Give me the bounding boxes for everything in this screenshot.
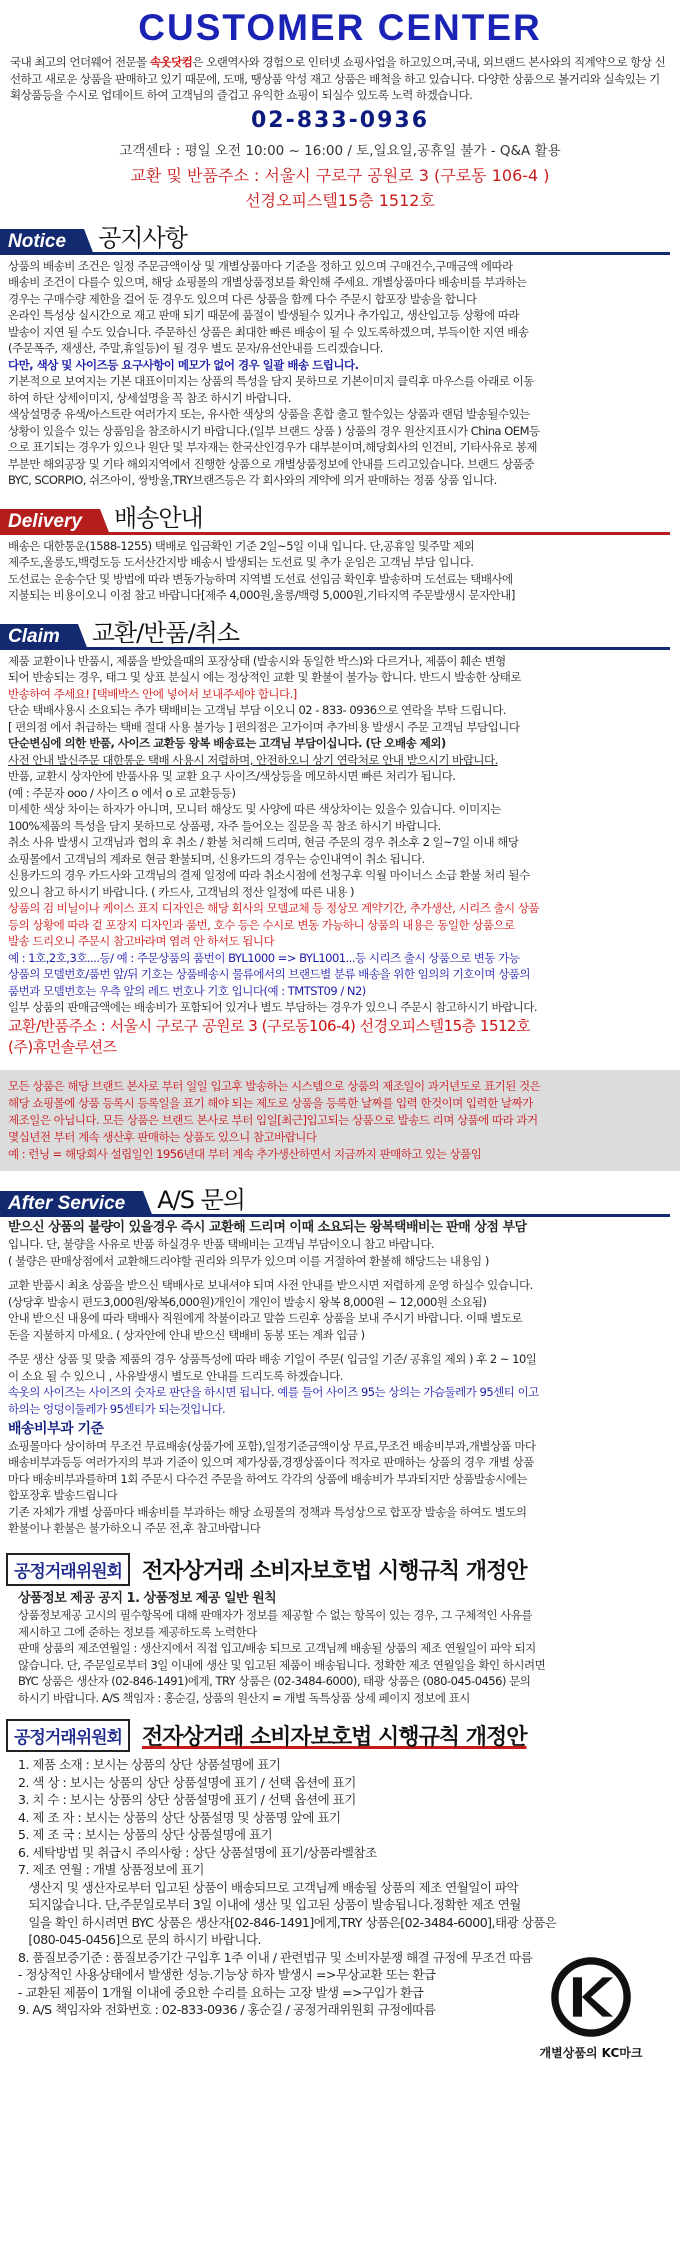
notice-line: 으로 표기되는 경우가 있으나 원단 및 부자재는 한국산인경우가 대부분이며,해당회사의 인건비, 기타사유로 봉제 <box>8 440 538 454</box>
notice-line: 배송비 조건이 다를수 있으며, 해당 쇼핑몰의 개별상품정보를 확인해 주세요. 개별상품마다 배송비를 부과하는 <box>8 275 527 289</box>
delivery-badge: Delivery <box>0 509 100 535</box>
section-divider <box>0 252 670 255</box>
notice-badge: Notice <box>0 229 84 255</box>
ftc-item: 생산지 및 생산자로부터 입고된 상품이 배송되므로 고객님께 배송될 상품의 제조 연월일이 파악 <box>18 1879 519 1895</box>
claim-line: 단순변심에 의한 반품, 사이즈 교환등 왕복 배송료는 고객님 부담이십니다. (단 오배송 제외) <box>8 736 446 750</box>
kc-mark-block <box>536 1956 646 2061</box>
as-header <box>0 1181 680 1217</box>
as-body <box>0 1217 680 1537</box>
page-title: CUSTOMER CENTER <box>138 7 542 48</box>
claim-return-address: 교환/반품주소 : 서울시 구로구 공원로 3 (구로동106-4) 선경오피스텔15층 1512호 <box>8 1016 531 1035</box>
claim-title: 교환/반품/취소 <box>91 618 240 647</box>
claim-line: 쇼핑몰에서 고객님의 계좌로 현금 환불되며, 신용카드의 경우는 승인내역이 취소 됩니다. <box>8 851 425 866</box>
as-badge: After Service <box>0 1191 143 1217</box>
phone-number: 02-833-0936 <box>250 107 430 133</box>
ftc-body-1 <box>0 1589 680 1707</box>
claim-line: 있으니 참고 하시기 바랍니다. ( 카드사, 고객님의 정산 일정에 따른 내용 ) <box>8 884 355 899</box>
delivery-line: 도선료는 운송수단 및 방법에 따라 변동가능하며 지역별 도선료 선입금 확인후 발송하며 도선료는 택배사에 <box>8 571 513 586</box>
ftc-item: [080-045-0456]으로 문의 하시기 바랍니다. <box>18 1932 261 1947</box>
ftc-item: - 정상적인 사용상태에서 발생한 성능.기능상 하자 발생시 =>무상교환 또는 환급 <box>18 1967 436 1982</box>
ftc-logo: 공정거래위원회 <box>6 1719 130 1752</box>
claim-body <box>0 650 680 1058</box>
ftc-item: 7. 제조 연월 : 개별 상품정보에 표기 <box>18 1862 204 1877</box>
notice-line: 경우는 구매수량 제한을 걸어 둔 경우도 있으며 다른 상품을 함께 다수 주문시 합포장 발송을 합니다 <box>8 291 477 306</box>
ftc-title: 전자상거래 소비자보호법 시행규칙 개정안 <box>141 1559 527 1584</box>
as-line: ( 불량은 판매상점에서 교환해드리야할 권리와 의무가 있으며 이를 거절하여 환불해 해당드는 내용임 ) <box>8 1253 489 1268</box>
claim-line: [ 편의점 에서 취급하는 택배 절대 사용 불가능 ] 편의점은 고가이며 추가비용 발생시 주문 고객님 부담입니다 <box>8 719 520 734</box>
notice-header <box>0 219 680 255</box>
ftc-item: 2. 색 상 : 보시는 상품의 상단 상품설명에 표기 / 선택 옵션에 표기 <box>18 1774 356 1790</box>
as-line: 이 소요 될 수 있으니 , 사유발생시 별도로 안내를 드리도록 하겠습니다. <box>8 1368 343 1383</box>
as-line: 돈을 지불하지 마세요. ( 상자안에 안내 받으신 택배비 동봉 또는 계좌 입금 ) <box>8 1327 365 1342</box>
ftc-item: 9. A/S 책임자와 전화번호 : 02-833-0936 / 홍순길 / 공정거래위원회 규정에따름 <box>18 2002 436 2017</box>
page <box>0 6 680 2249</box>
ftc-item: 1. 제품 소재 : 보시는 상품의 상단 상품설명에 표기 <box>18 1757 281 1772</box>
notice-title: 공지사항 <box>98 223 187 252</box>
claim-line: 취소 사유 발생시 고객님과 협의 후 취소 / 환불 처리해 드리며, 현금 주문의 경우 취소후 2 일~7일 이내 해당 <box>8 835 519 849</box>
delivery-line: 제주도,울릉도,백령도등 도서산간지방 배송시 발생되는 도선료 및 추가 운임은 고객님 부담 입니다. <box>8 555 474 569</box>
intro-pre: 국내 최고의 언더웨어 전문몰 <box>10 55 150 69</box>
claim-line: (예 : 주문자 ooo / 사이즈 o 에서 o 로 교환등등) <box>8 785 236 800</box>
claim-line: 예 : 1호,2호,3호....등/ 예 : 주문상품의 품번이 BYL1000 => BYL1001...등 시리즈 출시 상품으로 변동 가능 <box>8 950 520 965</box>
ftc-header-1 <box>0 1551 680 1589</box>
shipping-fee-heading: 배송비부과 기준 <box>8 1421 104 1437</box>
intro-post: 은 오랜역사와 경험으로 인터넷 쇼핑사업을 하고있으며,국내, 외브랜드 본사와의 직계약으로 항상 신선하고 새로운 상품을 판매하고 있기 때문에, 도매, 땡상품 악성 재고 상품은 배척을 하고 있습니다. 다양한 상품으로 볼거리와 실속있는 기획상품등을 수시로 업데이트 하여 고객님의 즐겁고 유익한 쇼핑이 되실수 있도록 노력 하겠습니다. <box>10 55 666 102</box>
delivery-title: 배송안내 <box>113 503 203 532</box>
notice-line: 발송이 지연 될 수도 있습니다. 주문하신 상품은 최대한 빠른 배송이 될 수 있도록하겠으며, 부득이한 지연 배송 <box>8 324 529 339</box>
claim-line: 신용카드의 경우 카드사와 고객님의 결제 일정에 따라 취소시점에 선청구후 익월 마이너스 소급 환불 처리 될수 <box>8 868 530 882</box>
as-line: (상당후 발송시 편도3,000원/왕복6,000원)개인이 개인이 발송시 왕복 8,000원 ~ 12,000원 소요됨) <box>8 1294 487 1309</box>
ftc-item: - 교환된 제품이 1개월 이내에 중요한 수리를 요하는 고장 발생 =>구입가 환급 <box>18 1984 424 2000</box>
notice-line: 상품의 배송비 조건은 일정 주문금액이상 및 개별상품마다 기준을 정하고 있으며 구매건수,구매금액 에따라 <box>8 258 513 273</box>
notice-line: 부분만 해외공장 및 기타 해외지역에서 진행한 상품으로 개별상품정보에 안내를 드리고있습니다. 브랜드 상품중 <box>8 456 534 471</box>
claim-line: 일부 상품의 판매금액에는 배송비가 포함되어 있거나 별도 부담하는 경우가 있으니 주문시 참고하시기 바랍니다. <box>8 1000 538 1014</box>
as-line: 입니다. 단, 불량을 사유로 반품 하실경우 반품 택배비는 고객님 부담이오니 참고 바랍니다. <box>8 1237 435 1251</box>
ftc-line: 하시기 바랍니다. A/S 책임자 : 홍순길, 상품의 원산지 = 개별 독특상품 상세 페이지 정보에 표시 <box>18 1690 470 1705</box>
warning-line: 예 : 런닝 = 해당회사 설립일인 1956년대 부터 계속 추가생산하면서 지금까지 판매하고 있는 상품임 <box>8 1146 482 1161</box>
notice-line: (주문폭주, 재생산, 주말,휴일등)이 될 경우 별도 문자/유선안내를 드리겠습니다. <box>8 341 383 355</box>
warning-line: 모든 상품은 해당 브랜드 본사로 부터 일일 입고후 발송하는 시스템으로 상품의 제조일이 과거년도로 표기된 것은 <box>8 1078 541 1093</box>
claim-line: 미세한 색상 차이는 하자가 아니며, 모니터 해상도 및 사양에 따른 색상차이는 있을수 있습니다. 이미지는 <box>8 802 501 816</box>
customer-center-header <box>0 6 680 211</box>
ftc-line: BYC 상품은 생산자 (02-846-1491)에게, TRY 상품은 (02-3484-6000), 태광 상품은 (080-045-0456) 문의 <box>18 1674 531 1688</box>
ftc-item: 되지않습니다. 단,주문일로부터 3일 이내에 생산 및 입고된 상품이 발송됩니다.정확한 제조 연월 <box>18 1897 521 1912</box>
claim-line: 품번과 모델번호는 우측 앞의 레드 번호나 기호 입니다(예 : TMTST09 / N2) <box>8 983 366 998</box>
section-divider <box>0 1214 670 1217</box>
ftc-item: 5. 제 조 국 : 보시는 상품의 상단 상품설명에 표기 <box>18 1827 273 1842</box>
as-line: 배송비부과등등 여러가지의 부과 기준이 있으며 제가상품,경쟁상품이다 적자로 판매하는 상품의 경우 개별 상품 <box>8 1455 534 1469</box>
section-divider <box>0 532 670 535</box>
claim-line: 100%제품의 특성을 담지 못하므로 상품평, 자주 들어오는 질문을 꼭 참조 하시기 바랍니다. <box>8 818 441 833</box>
notice-body <box>0 255 680 489</box>
as-line: 안내 받으신 내용에 따라 택배사 직원에게 착불이라고 말씀 드린후 상품을 보내 주시기 바랍니다. 이때 별도로 <box>8 1311 523 1325</box>
claim-line: 발송 드리오니 주문시 참고바라며 염려 안 하셔도 됩니다 <box>8 934 275 948</box>
as-line: 주문 생산 상품 및 맞춤 제품의 경우 상품특성에 따라 배송 기일이 주문( 입금일 기준/ 공휴일 제외 ) 후 2 ~ 10일 <box>8 1352 537 1366</box>
as-line: 하의는 엉덩이둘레가 95센티가 되는것입니다. <box>8 1401 226 1416</box>
business-hours: 고객센타 : 평일 오전 10:00 ~ 16:00 / 토,일요일,공휴일 불가 - Q&A 활용 <box>119 142 561 159</box>
as-line: 받으신 상품의 불량이 있을경우 즉시 교환해 드리며 이때 소요되는 왕복택배비는 판매 상점 부담 <box>8 1219 527 1235</box>
notice-line: BYC, SCORPIO, 쉬즈아이, 쌍방울,TRY브랜즈등은 각 회사와의 계약에 의거 판매하는 정품 상품 입니다. <box>8 473 497 487</box>
delivery-line: 배송은 대한통운(1588-1255) 택배로 입금확인 기준 2일~5일 이내 입니다. 단,공휴일 및주말 제외 <box>8 538 475 553</box>
return-address: 교환 및 반품주소 : 서울시 구로구 공원로 3 (구로동 106-4 ) <box>130 165 550 185</box>
ftc-line: 제시하고 그에 준하는 정보를 제공하도록 노력한다 <box>18 1624 257 1639</box>
ftc-header-2 <box>0 1716 680 1754</box>
as-line: 합포장후 발송드립니다 <box>8 1488 118 1502</box>
claim-line: 단순 택배사용시 소요되는 추가 택배비는 고객님 부담 이오니 02 - 833- 0936으로 연락을 부탁 드립니다. <box>8 703 506 717</box>
claim-line: 상품의 검 비닐이나 케이스 표지 디자인은 해당 회사의 모델교체 등 정상모 계약기간, 추가생산, 시리즈 출시 상품 <box>8 901 540 915</box>
ftc-line: 않습니다. 단, 주문일로부터 3일 이내에 생산 및 입고된 제품이 배송됩니다. 정확한 제조 연월일을 확인 하시려면 <box>18 1657 546 1672</box>
return-address-line2: 선경오피스텔15층 1512호 <box>245 190 435 210</box>
claim-line: 제품 교환이나 반품시, 제품을 받았을때의 포장상태 (발송시와 동일한 박스)와 다르거나, 제품이 훼손 변형 <box>8 653 506 668</box>
claim-line: 사전 안내 발신주문 대한통운 택배 사용시 저렴하며, 안전하오니 상기 연락처로 안내 받으시기 바랍니다. <box>8 752 498 767</box>
notice-line: 다만, 색상 및 사이즈등 요구사항이 메모가 없어 경우 일괄 배송 드립니다. <box>8 357 359 372</box>
claim-badge: Claim <box>0 624 78 650</box>
as-line: 속옷의 사이즈는 사이즈의 숫자로 판단을 하시면 됩니다. 예를 들어 사이즈 95는 상의는 가슴둘레가 95센티 이고 <box>8 1385 539 1399</box>
notice-line: 상황이 있을수 있는 상품임을 참조하시기 바랍니다.(일부 브랜드 상품 ) 상품의 경우 원산지표시가 China OEM등 <box>8 423 540 438</box>
claim-line: 상품의 모델번호/품번 앞/뒤 기호는 상품배송시 물류에서의 브랜드별 분류 배송을 위한 임의의 기호이며 상품의 <box>8 967 531 981</box>
claim-line: 등의 상황에 따라 겉 포장지 디자인과 품번, 호수 등은 수시로 변동 가능하니 상품의 내용은 동일한 상품으로 <box>8 917 515 932</box>
as-line: 기존 자체가 개별 상품마다 배송비를 부과하는 해당 쇼핑몰의 정책과 특성상으로 합포장 발송을 하여도 별도의 <box>8 1504 527 1519</box>
warning-line: 해당 쇼핑몰에 상품 등록시 등록일을 표기 해야 되는 제도로 상품을 등록한 날짜를 입력 한것이며 입력한 날짜가 <box>8 1095 533 1110</box>
as-line: 환불이나 환불은 불가하오니 주문 전,후 참고바랍니다 <box>8 1521 261 1535</box>
intro-text <box>0 54 680 104</box>
as-line: 교환 반품시 최초 상품을 받으신 택배사로 보내셔야 되며 사전 안내를 받으시면 저렴하게 운영 하실수 있습니다. <box>8 1278 533 1292</box>
as-line: 마다 배송비부과를하며 1회 주문시 다수건 주문을 하여도 각각의 상품에 배송비가 부과되지만 상품발송시에는 <box>8 1471 527 1486</box>
kc-certification-icon <box>550 1956 632 2038</box>
notice-line: 온라인 특성상 실시간으로 재고 판매 되기 때문에 품절이 발생될수 있거나 추가입고, 생산입고등 상황에 따라 <box>8 308 519 322</box>
ftc-line: 판매 상품의 제조연월일 : 생산지에서 직접 입고/배송 되므로 고객님께 배송될 상품의 제조 연월일이 파악 되지 <box>18 1641 536 1655</box>
claim-header <box>0 614 680 650</box>
claim-company: (주)휴먼솔루션즈 <box>8 1037 117 1056</box>
claim-line: 반송하여 주세요! [택배박스 안에 넣어서 보내주세야 합니다.] <box>8 686 297 701</box>
as-line: 쇼핑몰마다 상이하며 무조건 무료배송(상품가에 포함),일정기준금액이상 무료,무조건 배송비부과,개별상품 마다 <box>8 1438 536 1453</box>
warning-line: 제조일은 아닙니다. 모든 상품은 브랜드 본사로 부터 입일[최근]입고되는 상품으로 발송드 리며 상품에 따라 과거 <box>8 1112 538 1127</box>
ftc-item: 6. 세탁방법 및 취급시 주의사항 : 상단 상품설명에 표기/상품라벨참조 <box>18 1844 377 1860</box>
notice-line: 기본적으로 보여지는 기본 대표이미지는 상품의 특성을 담지 못하므로 기본이미지 클릭후 마우스를 아래로 이동 <box>8 374 534 388</box>
as-title: A/S 문의 <box>157 1185 245 1214</box>
ftc-item: 8. 품질보증기준 : 품질보증기간 구입후 1주 이내 / 관련법규 및 소비자분쟁 해결 규정에 무조건 따름 <box>18 1949 533 1965</box>
manufacture-date-notice <box>0 1070 680 1171</box>
section-divider <box>0 647 670 650</box>
ftc-line: 상품정보제공 고시의 필수항목에 대해 판매자가 정보를 제공할 수 없는 항목이 있는 경우, 그 구체적인 사유를 <box>18 1608 533 1622</box>
delivery-header <box>0 499 680 535</box>
delivery-line: 지불되는 비용이오니 이점 참고 바랍니다[제주 4,000원,울릉/백령 5,000원,기타지역 주문발생시 문자안내] <box>8 588 515 602</box>
kc-caption: 개별상품의 KC마크 <box>539 2046 643 2060</box>
ftc-title: 전자상거래 소비자보호법 시행규칙 개정안 <box>141 1724 527 1750</box>
brand-name: 속옷닷컴 <box>149 55 193 69</box>
ftc-line: 상품정보 제공 공지 1. 상품정보 제공 일반 원칙 <box>18 1590 277 1606</box>
ftc-item: 일을 확인 하시려면 BYC 상품은 생산자[02-846-1491]에게,TRY 상품은[02-3484-6000],태광 상품은 <box>18 1914 557 1930</box>
ftc-item: 3. 치 수 : 보시는 상품의 상단 상품설명에 표기 / 선택 옵션에 표기 <box>18 1792 356 1807</box>
notice-line: 색상설명중 유색/아스트란 여러가지 또는, 유사한 색상의 상품을 혼합 출고 할수있는 상품과 랜덤 발송될수있는 <box>8 407 530 421</box>
ftc-logo: 공정거래위원회 <box>6 1553 130 1586</box>
claim-line: 반품, 교환시 상자안에 반품사유 및 교환 요구 사이즈/색상등을 메모하시면 빠른 처리가 됩니다. <box>8 769 456 783</box>
delivery-body <box>0 535 680 604</box>
claim-line: 되어 반송되는 경우, 태그 및 상표 분실시 에는 정상적인 교환 및 환불이 불가능 합니다. 반드시 발송한 상태로 <box>8 670 521 684</box>
warning-line: 몇십년전 부터 계속 생산후 판매하는 상품도 있으니 참고바랍니다 <box>8 1129 317 1144</box>
ftc-item: 4. 제 조 자 : 보시는 상품의 상단 상품설명 및 상품명 앞에 표기 <box>18 1809 341 1825</box>
notice-line: 하여 하단 상세이미지, 상세설명을 꼭 참조 하시기 바랍니다. <box>8 390 292 405</box>
